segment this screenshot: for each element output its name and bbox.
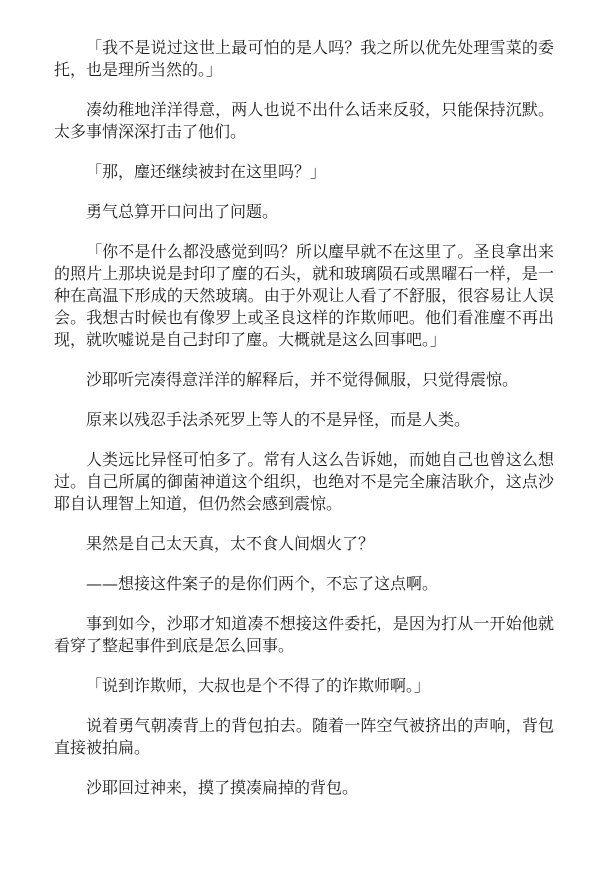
paragraph-10: ——想接这件案子的是你们两个，不忘了这点啊。: [86, 574, 439, 593]
paragraph-11: 事到如今，沙耶才知道凑不想接这件委托，是因为打从一开始他就看穿了整起事件到底是怎么回事。: [54, 614, 554, 655]
novel-page: [54, 37, 554, 817]
paragraph-2: 凑幼稚地洋洋得意，两人也说不出什么话来反驳，只能保持沉默。太多事情深深打击了他们。: [54, 100, 554, 141]
paragraph-9: 果然是自己太天真，太不食人间烟火了？: [86, 534, 375, 553]
paragraph-13: 说着勇气朝凑背上的背包拍去。随着一阵空气被挤出的声响，背包直接被拍扁。: [54, 716, 554, 757]
paragraph-8: 人类远比异怪可怕多了。常有人这么告诉她，而她自己也曾这么想过。自己所属的御菌神道这个组织，也绝对不是完全廉洁耿介，这点沙耶自认理智上知道，但仍然会感到震惊。: [54, 450, 554, 513]
paragraph-1: 「我不是说过这世上最可怕的是人吗？我之所以优先处理雪菜的委托，也是理所当然的。」: [54, 38, 554, 79]
paragraph-4: 勇气总算开口问出了问题。: [86, 202, 279, 221]
paragraph-5: 「你不是什么都没感觉到吗？所以麈早就不在这里了。圣良拿出来的照片上那块说是封印了麈的石头，就和玻璃陨石或黑曜石一样，是一种在高温下形成的天然玻璃。由于外观让人看了不舒服，很容易让人误会。我想古时候也有像罗上或圣良这样的诈欺师吧。他们看准麈不再出现，就吹嘘说是自己封印了麈。大概就是这么回事吧。」: [54, 242, 554, 349]
paragraph-7: 原来以残忍手法杀死罗上等人的不是异怪，而是人类。: [86, 410, 471, 429]
paragraph-12: 「说到诈欺师，大叔也是个不得了的诈欺师啊。」: [86, 676, 431, 695]
paragraph-6: 沙耶听完凑得意洋洋的解释后，并不觉得佩服，只觉得震惊。: [86, 370, 519, 389]
paragraph-3: 「那，麈还继续被封在这里吗？」: [86, 162, 327, 181]
paragraph-14: 沙耶回过神来，摸了摸凑扁掉的背包。: [86, 778, 359, 797]
